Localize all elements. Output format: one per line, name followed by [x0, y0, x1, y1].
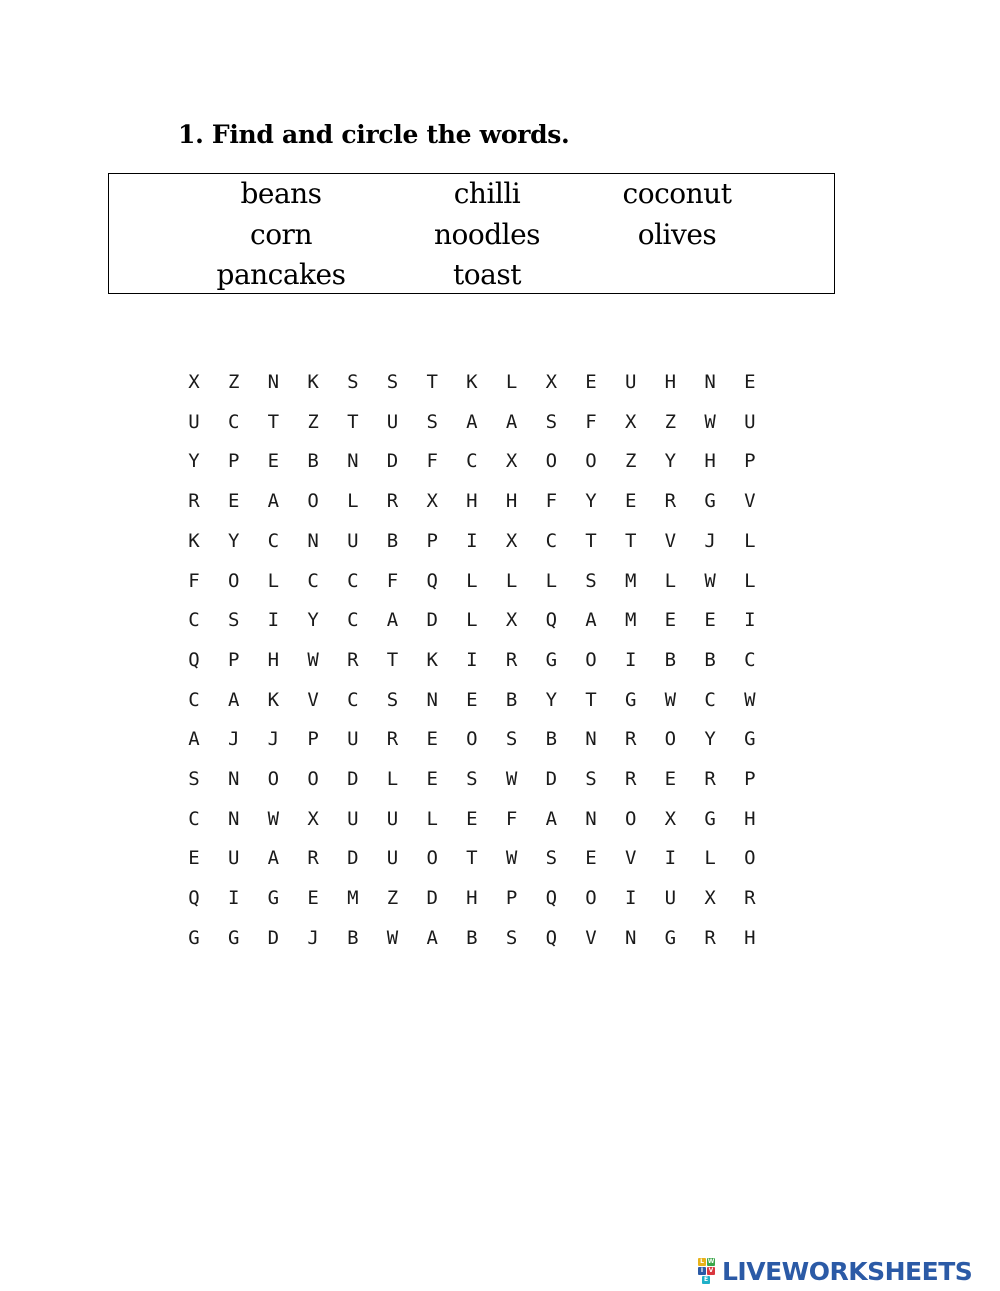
grid-letter[interactable]: C: [704, 688, 716, 711]
grid-letter[interactable]: X: [307, 807, 319, 830]
grid-letter[interactable]: C: [347, 609, 359, 632]
grid-letter[interactable]: F: [505, 807, 518, 830]
grid-letter[interactable]: G: [267, 887, 280, 910]
grid-letter[interactable]: A: [466, 410, 478, 433]
grid-letter[interactable]: C: [188, 807, 200, 830]
word-search-grid: [174, 362, 774, 962]
grid-letter[interactable]: H: [744, 807, 756, 830]
grid-letter[interactable]: X: [505, 529, 518, 552]
grid-letter[interactable]: O: [585, 887, 597, 910]
grid-letter[interactable]: F: [585, 410, 597, 433]
grid-letter[interactable]: I: [624, 887, 637, 910]
grid-letter[interactable]: I: [744, 609, 756, 632]
liveworksheets-logo-text: LIVEWORKSHEETS: [722, 1256, 973, 1286]
grid-letter[interactable]: S: [585, 569, 597, 592]
grid-letter[interactable]: P: [227, 648, 240, 671]
grid-letter[interactable]: E: [307, 887, 319, 910]
grid-row: [174, 561, 774, 601]
grid-letter[interactable]: L: [664, 569, 677, 592]
grid-letter[interactable]: N: [585, 807, 597, 830]
grid-letter[interactable]: S: [227, 609, 240, 632]
grid-letter[interactable]: L: [267, 569, 280, 592]
grid-letter[interactable]: L: [744, 529, 756, 552]
grid-letter[interactable]: I: [664, 847, 677, 870]
grid-letter[interactable]: K: [466, 371, 478, 393]
grid-letter[interactable]: B: [704, 648, 716, 671]
grid-row: [174, 719, 774, 759]
grid-letter[interactable]: K: [188, 529, 200, 552]
grid-letter[interactable]: U: [386, 807, 399, 830]
grid-letter[interactable]: I: [267, 609, 280, 632]
grid-letter[interactable]: D: [545, 768, 558, 790]
grid-letter[interactable]: L: [704, 847, 716, 870]
grid-letter[interactable]: E: [744, 371, 756, 393]
grid-row: [174, 759, 774, 799]
grid-letter[interactable]: C: [347, 569, 359, 592]
grid-letter[interactable]: E: [624, 490, 637, 513]
grid-letter[interactable]: Q: [545, 926, 558, 949]
grid-letter[interactable]: E: [664, 768, 677, 790]
grid-letter[interactable]: C: [545, 529, 558, 552]
word-bank-item: beans: [240, 177, 322, 210]
grid-letter[interactable]: A: [505, 410, 518, 433]
grid-letter[interactable]: J: [227, 728, 240, 751]
grid-letter[interactable]: N: [227, 768, 240, 790]
grid-letter[interactable]: L: [744, 569, 756, 592]
grid-letter[interactable]: K: [307, 371, 319, 393]
grid-letter[interactable]: R: [744, 887, 756, 910]
grid-letter[interactable]: O: [585, 450, 597, 473]
grid-letter[interactable]: I: [227, 887, 240, 910]
logo-mark-tile: W: [707, 1258, 715, 1265]
grid-letter[interactable]: S: [386, 688, 399, 711]
liveworksheets-logo: [698, 1254, 972, 1288]
grid-letter[interactable]: Z: [227, 371, 240, 393]
grid-letter[interactable]: X: [704, 887, 716, 910]
grid-letter[interactable]: E: [664, 609, 677, 632]
grid-letter[interactable]: N: [426, 688, 438, 711]
grid-letter[interactable]: W: [704, 569, 716, 592]
grid-letter[interactable]: A: [585, 609, 597, 632]
liveworksheets-logo-icon: [698, 1258, 720, 1284]
grid-letter[interactable]: F: [386, 569, 399, 592]
grid-letter[interactable]: O: [744, 847, 756, 870]
grid-letter[interactable]: Y: [704, 728, 716, 751]
grid-letter[interactable]: O: [307, 768, 319, 790]
grid-letter[interactable]: R: [347, 648, 359, 671]
grid-letter[interactable]: H: [744, 926, 756, 949]
grid-letter[interactable]: H: [267, 648, 280, 671]
grid-letter[interactable]: C: [466, 450, 478, 473]
grid-letter[interactable]: C: [347, 688, 359, 711]
grid-letter[interactable]: X: [426, 490, 438, 513]
grid-letter[interactable]: W: [505, 847, 518, 870]
grid-letter[interactable]: G: [624, 688, 637, 711]
grid-letter[interactable]: U: [188, 410, 200, 433]
grid-row: [174, 838, 774, 878]
grid-letter[interactable]: U: [347, 807, 359, 830]
grid-row: [174, 600, 774, 640]
grid-letter[interactable]: E: [267, 450, 280, 473]
grid-letter[interactable]: G: [704, 490, 716, 513]
grid-letter[interactable]: O: [585, 648, 597, 671]
grid-letter[interactable]: X: [505, 609, 518, 632]
grid-letter[interactable]: R: [624, 728, 637, 751]
grid-letter[interactable]: X: [624, 410, 637, 433]
grid-letter[interactable]: H: [664, 371, 677, 393]
grid-letter[interactable]: W: [386, 926, 399, 949]
grid-letter[interactable]: J: [267, 728, 280, 751]
grid-letter[interactable]: N: [704, 371, 716, 393]
grid-letter[interactable]: M: [624, 609, 637, 632]
grid-letter[interactable]: S: [545, 410, 558, 433]
grid-letter[interactable]: C: [267, 529, 280, 552]
grid-letter[interactable]: B: [307, 450, 319, 473]
grid-letter[interactable]: A: [267, 847, 280, 870]
logo-mark-tile: I: [698, 1267, 706, 1275]
grid-row: [174, 640, 774, 680]
grid-letter[interactable]: D: [267, 926, 280, 949]
grid-letter[interactable]: L: [545, 569, 558, 592]
grid-letter[interactable]: D: [386, 450, 399, 473]
grid-letter[interactable]: P: [307, 728, 319, 751]
grid-letter[interactable]: E: [227, 490, 240, 513]
grid-letter[interactable]: U: [227, 847, 240, 870]
grid-letter[interactable]: W: [307, 648, 319, 671]
grid-letter[interactable]: O: [545, 450, 558, 473]
grid-row: [174, 680, 774, 720]
grid-letter[interactable]: V: [585, 926, 597, 949]
grid-letter[interactable]: T: [585, 529, 597, 552]
grid-letter[interactable]: W: [664, 688, 677, 711]
grid-letter[interactable]: R: [704, 926, 716, 949]
grid-letter[interactable]: V: [307, 688, 319, 711]
grid-letter[interactable]: E: [426, 728, 438, 751]
grid-letter[interactable]: L: [466, 569, 478, 592]
grid-letter[interactable]: T: [386, 648, 399, 671]
grid-letter[interactable]: Y: [188, 450, 200, 473]
grid-letter[interactable]: P: [744, 768, 756, 790]
grid-letter[interactable]: Y: [585, 490, 597, 513]
grid-letter[interactable]: P: [505, 887, 518, 910]
grid-letter[interactable]: B: [664, 648, 677, 671]
grid-letter[interactable]: G: [545, 648, 558, 671]
grid-letter[interactable]: D: [426, 609, 438, 632]
grid-letter[interactable]: O: [426, 847, 438, 870]
grid-letter[interactable]: N: [585, 728, 597, 751]
grid-letter[interactable]: Z: [386, 887, 399, 910]
grid-letter[interactable]: U: [386, 847, 399, 870]
grid-row: [174, 521, 774, 561]
word-bank-item: noodles: [433, 218, 541, 251]
grid-letter[interactable]: V: [664, 529, 677, 552]
grid-letter[interactable]: R: [307, 847, 319, 870]
grid-letter[interactable]: Q: [545, 887, 558, 910]
grid-letter[interactable]: T: [624, 529, 637, 552]
grid-letter[interactable]: Q: [545, 609, 558, 632]
grid-letter[interactable]: X: [505, 450, 518, 473]
grid-letter[interactable]: T: [585, 688, 597, 711]
grid-letter[interactable]: S: [466, 768, 478, 790]
grid-letter[interactable]: L: [386, 768, 399, 790]
grid-letter[interactable]: S: [386, 371, 399, 393]
grid-row: [174, 918, 774, 958]
word-bank-box: [108, 173, 835, 294]
grid-letter[interactable]: G: [664, 926, 677, 949]
grid-letter[interactable]: P: [227, 450, 240, 473]
logo-mark-tile: V: [708, 1267, 714, 1274]
grid-letter[interactable]: R: [386, 490, 399, 513]
grid-letter[interactable]: I: [466, 648, 478, 671]
grid-letter[interactable]: R: [704, 768, 716, 790]
grid-letter[interactable]: R: [664, 490, 677, 513]
word-bank-item: coconut: [622, 177, 732, 210]
grid-letter[interactable]: E: [466, 688, 478, 711]
grid-letter[interactable]: S: [505, 926, 518, 949]
grid-letter[interactable]: O: [227, 569, 240, 592]
grid-letter[interactable]: M: [347, 887, 359, 910]
grid-letter[interactable]: G: [188, 926, 200, 949]
grid-letter[interactable]: T: [267, 410, 280, 433]
grid-letter[interactable]: I: [624, 648, 637, 671]
word-bank-item: toast: [453, 258, 521, 291]
grid-letter[interactable]: T: [466, 847, 478, 870]
grid-letter[interactable]: H: [704, 450, 716, 473]
grid-letter[interactable]: Y: [545, 688, 558, 711]
grid-letter[interactable]: U: [664, 887, 677, 910]
grid-letter[interactable]: E: [466, 807, 478, 830]
grid-letter[interactable]: O: [307, 490, 319, 513]
grid-letter[interactable]: Z: [624, 450, 637, 473]
exercise-heading: 1. Find and circle the words.: [178, 120, 570, 149]
grid-letter[interactable]: N: [347, 450, 359, 473]
grid-row: [174, 878, 774, 918]
grid-letter[interactable]: S: [188, 768, 200, 790]
grid-row: [174, 799, 774, 839]
grid-letter[interactable]: U: [347, 728, 359, 751]
grid-letter[interactable]: I: [466, 529, 478, 552]
grid-letter[interactable]: G: [227, 926, 240, 949]
grid-letter[interactable]: O: [267, 768, 280, 790]
grid-letter[interactable]: H: [466, 887, 478, 910]
grid-letter[interactable]: J: [704, 529, 716, 552]
grid-letter[interactable]: R: [505, 648, 518, 671]
grid-letter[interactable]: D: [347, 847, 359, 870]
grid-letter[interactable]: P: [744, 450, 756, 473]
grid-letter[interactable]: Q: [188, 648, 200, 671]
grid-letter[interactable]: B: [386, 529, 399, 552]
grid-letter[interactable]: U: [386, 410, 399, 433]
grid-letter[interactable]: U: [744, 410, 756, 433]
grid-letter[interactable]: Y: [307, 609, 319, 632]
grid-letter[interactable]: J: [307, 926, 319, 949]
grid-letter[interactable]: N: [227, 807, 240, 830]
grid-letter[interactable]: W: [505, 768, 518, 790]
grid-letter[interactable]: R: [624, 768, 637, 790]
grid-letter[interactable]: A: [426, 926, 438, 949]
grid-letter[interactable]: O: [466, 728, 478, 751]
grid-letter[interactable]: N: [624, 926, 637, 949]
grid-letter[interactable]: F: [188, 569, 200, 592]
grid-letter[interactable]: G: [744, 728, 756, 751]
grid-letter[interactable]: T: [347, 410, 359, 433]
grid-letter[interactable]: F: [426, 450, 438, 473]
grid-letter[interactable]: D: [347, 768, 359, 790]
grid-letter[interactable]: S: [585, 768, 597, 790]
grid-letter[interactable]: X: [664, 807, 677, 830]
grid-letter[interactable]: G: [704, 807, 716, 830]
grid-letter[interactable]: A: [267, 490, 280, 513]
grid-letter[interactable]: Z: [664, 410, 677, 433]
grid-letter[interactable]: S: [347, 371, 359, 393]
grid-letter[interactable]: W: [704, 410, 716, 433]
grid-letter[interactable]: U: [624, 371, 637, 393]
grid-letter[interactable]: A: [386, 609, 399, 632]
grid-letter[interactable]: O: [664, 728, 677, 751]
grid-letter[interactable]: Y: [227, 529, 240, 552]
grid-letter[interactable]: X: [188, 371, 200, 393]
word-bank-item: olives: [637, 218, 717, 251]
grid-letter[interactable]: B: [347, 926, 359, 949]
grid-letter[interactable]: L: [466, 609, 478, 632]
grid-letter[interactable]: R: [188, 490, 200, 513]
grid-letter[interactable]: E: [704, 609, 716, 632]
grid-letter[interactable]: Y: [664, 450, 677, 473]
grid-letter[interactable]: A: [545, 807, 558, 830]
grid-letter[interactable]: X: [545, 371, 558, 393]
grid-row: [174, 481, 774, 521]
grid-letter[interactable]: C: [188, 609, 200, 632]
grid-letter[interactable]: K: [267, 688, 280, 711]
grid-letter[interactable]: E: [426, 768, 438, 790]
grid-letter[interactable]: B: [505, 688, 518, 711]
grid-letter[interactable]: E: [585, 371, 597, 393]
grid-letter[interactable]: P: [426, 529, 438, 552]
grid-letter[interactable]: W: [744, 688, 756, 711]
logo-mark-tile: L: [698, 1258, 706, 1266]
grid-letter[interactable]: C: [744, 648, 756, 671]
grid-letter[interactable]: Z: [307, 410, 319, 433]
grid-letter[interactable]: N: [267, 371, 280, 393]
grid-letter[interactable]: L: [505, 569, 518, 592]
grid-letter[interactable]: C: [188, 688, 200, 711]
grid-letter[interactable]: V: [624, 847, 637, 870]
grid-row: [174, 402, 774, 442]
grid-letter[interactable]: U: [347, 529, 359, 552]
grid-letter[interactable]: Q: [426, 569, 438, 592]
grid-letter[interactable]: V: [744, 490, 756, 513]
grid-letter[interactable]: H: [505, 490, 518, 513]
grid-letter[interactable]: C: [307, 569, 319, 592]
grid-letter[interactable]: S: [545, 847, 558, 870]
grid-letter[interactable]: O: [624, 807, 637, 830]
grid-row: [174, 362, 774, 402]
word-bank-item: corn: [250, 218, 312, 251]
grid-letter[interactable]: S: [505, 728, 518, 751]
grid-letter[interactable]: L: [426, 807, 438, 830]
word-bank-item: chilli: [453, 177, 521, 210]
grid-letter[interactable]: R: [386, 728, 399, 751]
grid-letter[interactable]: Q: [188, 887, 200, 910]
word-bank-item: pancakes: [216, 258, 346, 291]
grid-letter[interactable]: S: [426, 410, 438, 433]
grid-letter[interactable]: B: [466, 926, 478, 949]
grid-letter[interactable]: T: [426, 371, 438, 393]
grid-letter[interactable]: K: [426, 648, 438, 671]
grid-letter[interactable]: E: [585, 847, 597, 870]
logo-mark-tile: E: [703, 1276, 709, 1283]
grid-letter[interactable]: H: [466, 490, 478, 513]
grid-letter[interactable]: F: [545, 490, 558, 513]
grid-letter[interactable]: L: [347, 490, 359, 513]
grid-letter[interactable]: B: [545, 728, 558, 751]
grid-row: [174, 441, 774, 481]
grid-letter[interactable]: M: [624, 569, 637, 592]
grid-letter[interactable]: A: [227, 688, 240, 711]
grid-letter[interactable]: A: [188, 728, 200, 751]
grid-letter[interactable]: N: [307, 529, 319, 552]
grid-letter[interactable]: W: [267, 807, 280, 830]
grid-letter[interactable]: L: [505, 371, 518, 393]
grid-letter[interactable]: D: [426, 887, 438, 910]
grid-letter[interactable]: E: [188, 847, 200, 870]
grid-letter[interactable]: C: [227, 410, 240, 433]
